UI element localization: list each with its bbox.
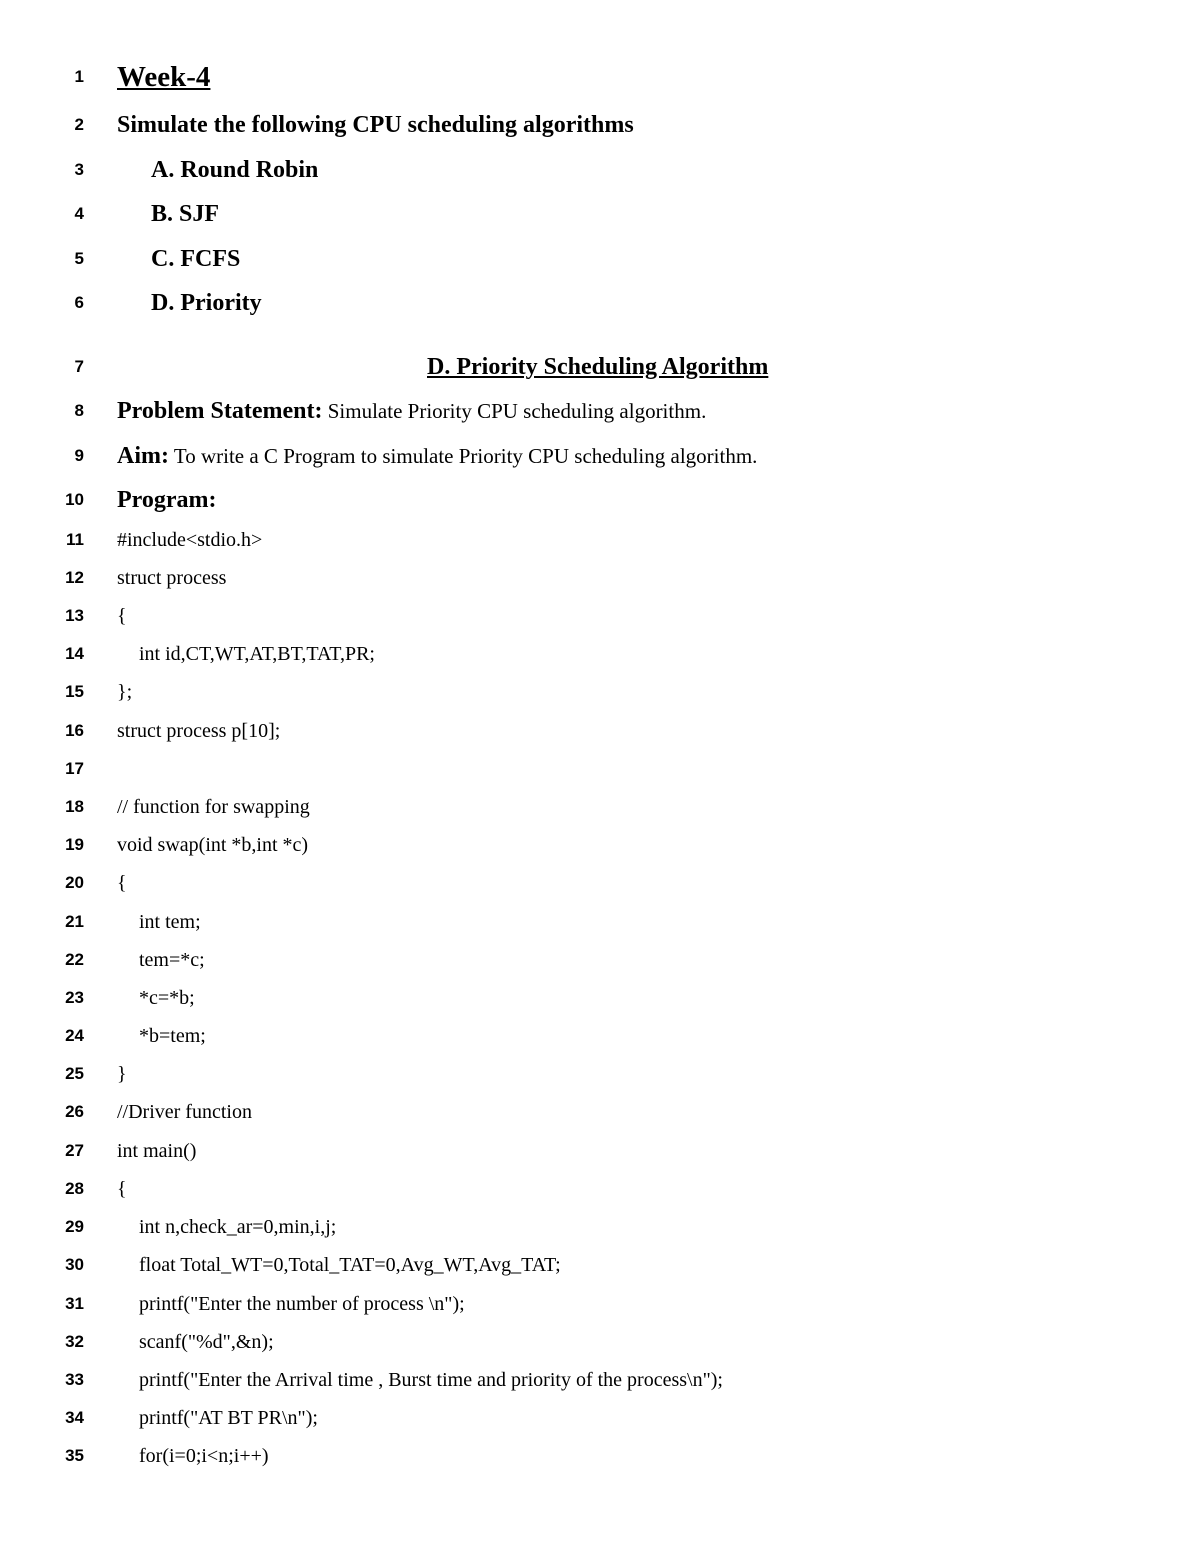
code-text: } [117, 1063, 127, 1085]
code-text: int main() [117, 1140, 197, 1162]
line-number: 3 [74, 160, 84, 179]
code-text: { [117, 605, 127, 627]
line-number: 15 [65, 682, 84, 701]
code-line [0, 712, 1200, 750]
list-item: A. Round Robin [151, 157, 319, 183]
list-item: D. Priority [151, 290, 262, 316]
line-1 [0, 58, 1200, 96]
line-9 [0, 437, 1200, 475]
line-number: 22 [65, 950, 84, 969]
line-number: 35 [65, 1446, 84, 1465]
subtitle: Simulate the following CPU scheduling algorithms [117, 112, 634, 138]
code-text: // function for swapping [117, 796, 310, 818]
line-number: 9 [74, 446, 84, 465]
line-number: 34 [65, 1408, 84, 1427]
code-line [0, 559, 1200, 597]
code-text: int id,CT,WT,AT,BT,TAT,PR; [139, 643, 375, 665]
line-number: 21 [65, 912, 84, 931]
code-line [0, 826, 1200, 864]
code-text: printf("AT BT PR\n"); [139, 1407, 318, 1429]
code-line [0, 1246, 1200, 1284]
line-6 [0, 284, 1200, 322]
line-number: 32 [65, 1332, 84, 1351]
line-number: 14 [65, 644, 84, 663]
program-label: Program: [117, 487, 217, 513]
line-number: 19 [65, 835, 84, 854]
line-number: 23 [65, 988, 84, 1007]
code-text: //Driver function [117, 1101, 252, 1123]
code-text: printf("Enter the number of process \n"); [139, 1293, 465, 1315]
code-line [0, 597, 1200, 635]
code-line [0, 673, 1200, 711]
line-number: 30 [65, 1255, 84, 1274]
code-text: *b=tem; [139, 1025, 206, 1047]
section-heading: D. Priority Scheduling Algorithm [427, 354, 769, 380]
line-number: 28 [65, 1179, 84, 1198]
list-item: C. FCFS [151, 246, 241, 272]
line-number: 12 [65, 568, 84, 587]
line-number: 18 [65, 797, 84, 816]
line-number: 7 [74, 357, 84, 376]
line-number: 27 [65, 1141, 84, 1160]
line-number: 26 [65, 1102, 84, 1121]
code-line [0, 1361, 1200, 1399]
code-line [0, 1208, 1200, 1246]
code-text: float Total_WT=0,Total_TAT=0,Avg_WT,Avg_TAT; [139, 1254, 561, 1276]
code-line [0, 979, 1200, 1017]
line-number: 33 [65, 1370, 84, 1389]
line-number: 16 [65, 721, 84, 740]
code-line [0, 903, 1200, 941]
code-text: { [117, 1178, 127, 1200]
code-line [0, 1323, 1200, 1361]
line-number: 10 [65, 490, 84, 509]
code-text: { [117, 872, 127, 894]
code-line [0, 941, 1200, 979]
code-text: #include<stdio.h> [117, 529, 263, 551]
code-text: struct process p[10]; [117, 720, 281, 742]
code-line [0, 1055, 1200, 1093]
line-8 [0, 392, 1200, 430]
code-text: printf("Enter the Arrival time , Burst time and priority of the process\n"); [139, 1369, 723, 1391]
line-number: 29 [65, 1217, 84, 1236]
code-line [0, 1017, 1200, 1055]
line-2 [0, 106, 1200, 144]
line-number: 25 [65, 1064, 84, 1083]
code-text: *c=*b; [139, 987, 195, 1009]
line-number: 6 [74, 293, 84, 312]
code-text: }; [117, 681, 133, 703]
line-number: 13 [65, 606, 84, 625]
code-text: struct process [117, 567, 227, 589]
code-line [0, 1132, 1200, 1170]
code-text: void swap(int *b,int *c) [117, 834, 309, 856]
code-line [0, 635, 1200, 673]
problem-statement [117, 392, 706, 430]
line-number: 11 [66, 530, 84, 549]
page-title: Week-4 [117, 61, 211, 93]
aim-text: To write a C Program to simulate Priority CPU scheduling algorithm. [168, 444, 758, 468]
line-7 [0, 348, 1200, 386]
code-text: int n,check_ar=0,min,i,j; [139, 1216, 337, 1238]
line-number: 24 [65, 1026, 84, 1045]
line-number: 1 [74, 67, 84, 86]
code-line [0, 1399, 1200, 1437]
line-number: 5 [74, 249, 84, 268]
line-5 [0, 240, 1200, 278]
code-line [0, 1285, 1200, 1323]
code-line [0, 788, 1200, 826]
code-line [0, 1437, 1200, 1475]
code-text: scanf("%d",&n); [139, 1331, 274, 1353]
line-number: 31 [65, 1294, 84, 1313]
code-text: int tem; [139, 911, 201, 933]
list-item: B. SJF [151, 201, 220, 227]
line-number: 17 [65, 759, 84, 778]
code-line [0, 1170, 1200, 1208]
problem-label: Problem Statement: [117, 398, 323, 424]
code-line [0, 750, 1200, 788]
line-number: 20 [65, 873, 84, 892]
problem-text: Simulate Priority CPU scheduling algorithm. [322, 399, 707, 423]
line-4 [0, 195, 1200, 233]
code-text: tem=*c; [139, 949, 205, 971]
line-number: 4 [74, 204, 84, 223]
code-line [0, 1093, 1200, 1131]
line-number: 2 [74, 115, 84, 134]
code-line [0, 521, 1200, 559]
code-line [0, 864, 1200, 902]
line-number: 8 [74, 401, 84, 420]
line-10 [0, 481, 1200, 519]
line-3 [0, 151, 1200, 189]
aim-label: Aim: [117, 443, 169, 469]
code-text: for(i=0;i<n;i++) [139, 1445, 269, 1467]
aim-statement [117, 437, 757, 475]
